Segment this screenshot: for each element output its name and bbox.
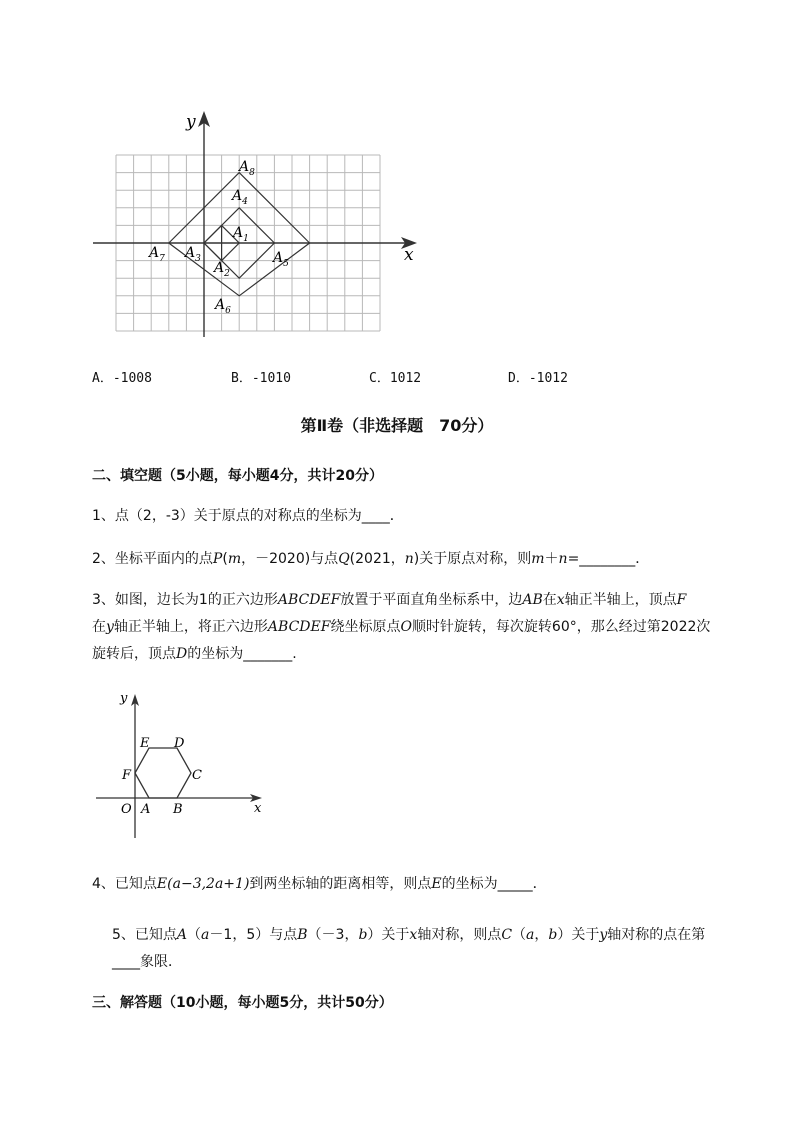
option-d: D．-1012 xyxy=(508,371,568,386)
q3-o: O xyxy=(400,619,412,635)
label-o: O xyxy=(121,802,132,817)
q3-text-7: 绕坐标原点 xyxy=(330,619,401,635)
label-a5: $A_5$ xyxy=(273,250,289,269)
q4-text-1: 4、已知点 xyxy=(92,876,157,892)
hexagon xyxy=(135,748,191,798)
label-d: D xyxy=(174,736,185,751)
part2-title: 第Ⅱ卷（非选择题 70分） xyxy=(300,416,494,435)
q5-a-var2: a xyxy=(526,927,535,943)
question-2 xyxy=(92,549,649,569)
q5-a-var: a xyxy=(201,927,210,943)
label-a8: $A_8$ xyxy=(239,159,255,178)
q3-hex-1: ABCDEF xyxy=(277,592,341,608)
q5-text-1: 5、已知点 xyxy=(112,927,177,943)
q2-point-p: P xyxy=(212,551,223,567)
q5-a: A xyxy=(176,927,188,943)
figure-hexagon xyxy=(92,688,272,838)
q5-text-6: 轴对称，则点 xyxy=(417,927,502,943)
q4-expression: (a−3,2a+1) xyxy=(167,876,250,892)
section2-heading: 二、填空题（5小题，每小题4分，共计20分） xyxy=(92,468,383,484)
q3-text-1: 3、如图，边长为1的正六边形 xyxy=(92,592,278,608)
q4-e2: E xyxy=(431,876,442,892)
q3-text-4: 轴正半轴上，顶点 xyxy=(564,592,677,608)
q2-var-n2: n xyxy=(558,551,568,567)
q3-y: y xyxy=(106,619,114,635)
label-c: C xyxy=(192,768,202,783)
q5-text-4: （－3， xyxy=(307,927,359,943)
q5-text-7: （ xyxy=(512,927,527,943)
label-f: F xyxy=(122,768,132,783)
label-a: A xyxy=(141,802,151,817)
q2-text-3: ，－2020)与点 xyxy=(241,551,339,567)
figure-diamond-grid xyxy=(85,105,425,345)
q4-text-3: 的坐标为_____． xyxy=(441,876,547,892)
q3-d: D xyxy=(176,646,188,662)
q3-text-2: 放置于平面直角坐标系中，边 xyxy=(340,592,523,608)
q2-text-4: (2021， xyxy=(349,551,405,567)
q3-x: x xyxy=(556,592,565,608)
question-3-line-1 xyxy=(92,590,686,610)
q2-var-m: m xyxy=(227,551,242,567)
fig2-x-label: x xyxy=(254,801,262,816)
option-a: A．-1008 xyxy=(92,371,152,386)
q2-var-n: n xyxy=(404,551,414,567)
q5-text-9: ）关于 xyxy=(557,927,600,943)
q2-point-q: Q xyxy=(338,551,350,567)
label-a4: $A_4$ xyxy=(232,188,248,207)
question-5-line-1 xyxy=(112,925,705,945)
q2-text-2: ( xyxy=(222,551,228,567)
q3-hex-2: ABCDEF xyxy=(267,619,331,635)
q5-text-2: （ xyxy=(187,927,202,943)
q5-text-8: ， xyxy=(534,927,549,943)
q2-text-6: ＋ xyxy=(544,551,559,567)
option-c: C．1012 xyxy=(369,371,422,386)
q5-text-5: ）关于 xyxy=(367,927,410,943)
q2-var-m2: m xyxy=(531,551,545,567)
y-axis-label: y xyxy=(186,112,196,132)
q4-text-2: 到两坐标轴的距离相等，则点 xyxy=(249,876,432,892)
label-e: E xyxy=(140,736,150,751)
q2-text-5: )关于原点对称，则 xyxy=(413,551,532,567)
q5-text-10: 轴对称的点在第 xyxy=(607,927,706,943)
label-a2: $A_2$ xyxy=(214,260,230,279)
x-axis-label: x xyxy=(404,245,414,265)
section3-heading: 三、解答题（10小题，每小题5分，共计50分） xyxy=(92,995,393,1011)
q3-text-8: 顺时针旋转，每次旋转60°，那么经过第2022次 xyxy=(411,619,711,635)
q3-f: F xyxy=(676,592,687,608)
label-a3: $A_3$ xyxy=(185,245,201,264)
label-b: B xyxy=(173,802,183,817)
q5-c: C xyxy=(501,927,513,943)
q3-text-6: 轴正半轴上，将正六边形 xyxy=(113,619,268,635)
q3-text-9: 旋转后，顶点 xyxy=(92,646,176,662)
label-a7: $A_7$ xyxy=(149,245,165,264)
question-1: 1、点（2，-3）关于原点的对称点的坐标为____． xyxy=(92,508,404,524)
option-b: B．-1010 xyxy=(231,371,291,386)
q5-y: y xyxy=(599,927,608,943)
q2-text-7: =________． xyxy=(567,551,650,567)
question-3-line-3 xyxy=(92,644,297,664)
q4-e: E xyxy=(156,876,168,892)
q3-edge-ab: AB xyxy=(522,592,543,608)
q3-text-5: 在 xyxy=(92,619,106,635)
q3-text-10: 的坐标为_______. xyxy=(187,646,297,662)
question-5-line-2: ____象限． xyxy=(112,954,182,970)
label-a6: $A_6$ xyxy=(215,297,231,316)
question-3-line-2 xyxy=(92,617,710,637)
q5-x: x xyxy=(409,927,418,943)
q3-text-3: 在 xyxy=(542,592,557,608)
q5-text-3: －1，5）与点 xyxy=(209,927,298,943)
fig2-y-label: y xyxy=(120,691,128,706)
label-a1: $A_1$ xyxy=(233,225,249,244)
q5-b: B xyxy=(297,927,308,943)
q5-b-var2: b xyxy=(548,927,558,943)
question-4 xyxy=(92,874,547,894)
q2-text-1: 2、坐标平面内的点 xyxy=(92,551,213,567)
q5-b-var: b xyxy=(358,927,368,943)
